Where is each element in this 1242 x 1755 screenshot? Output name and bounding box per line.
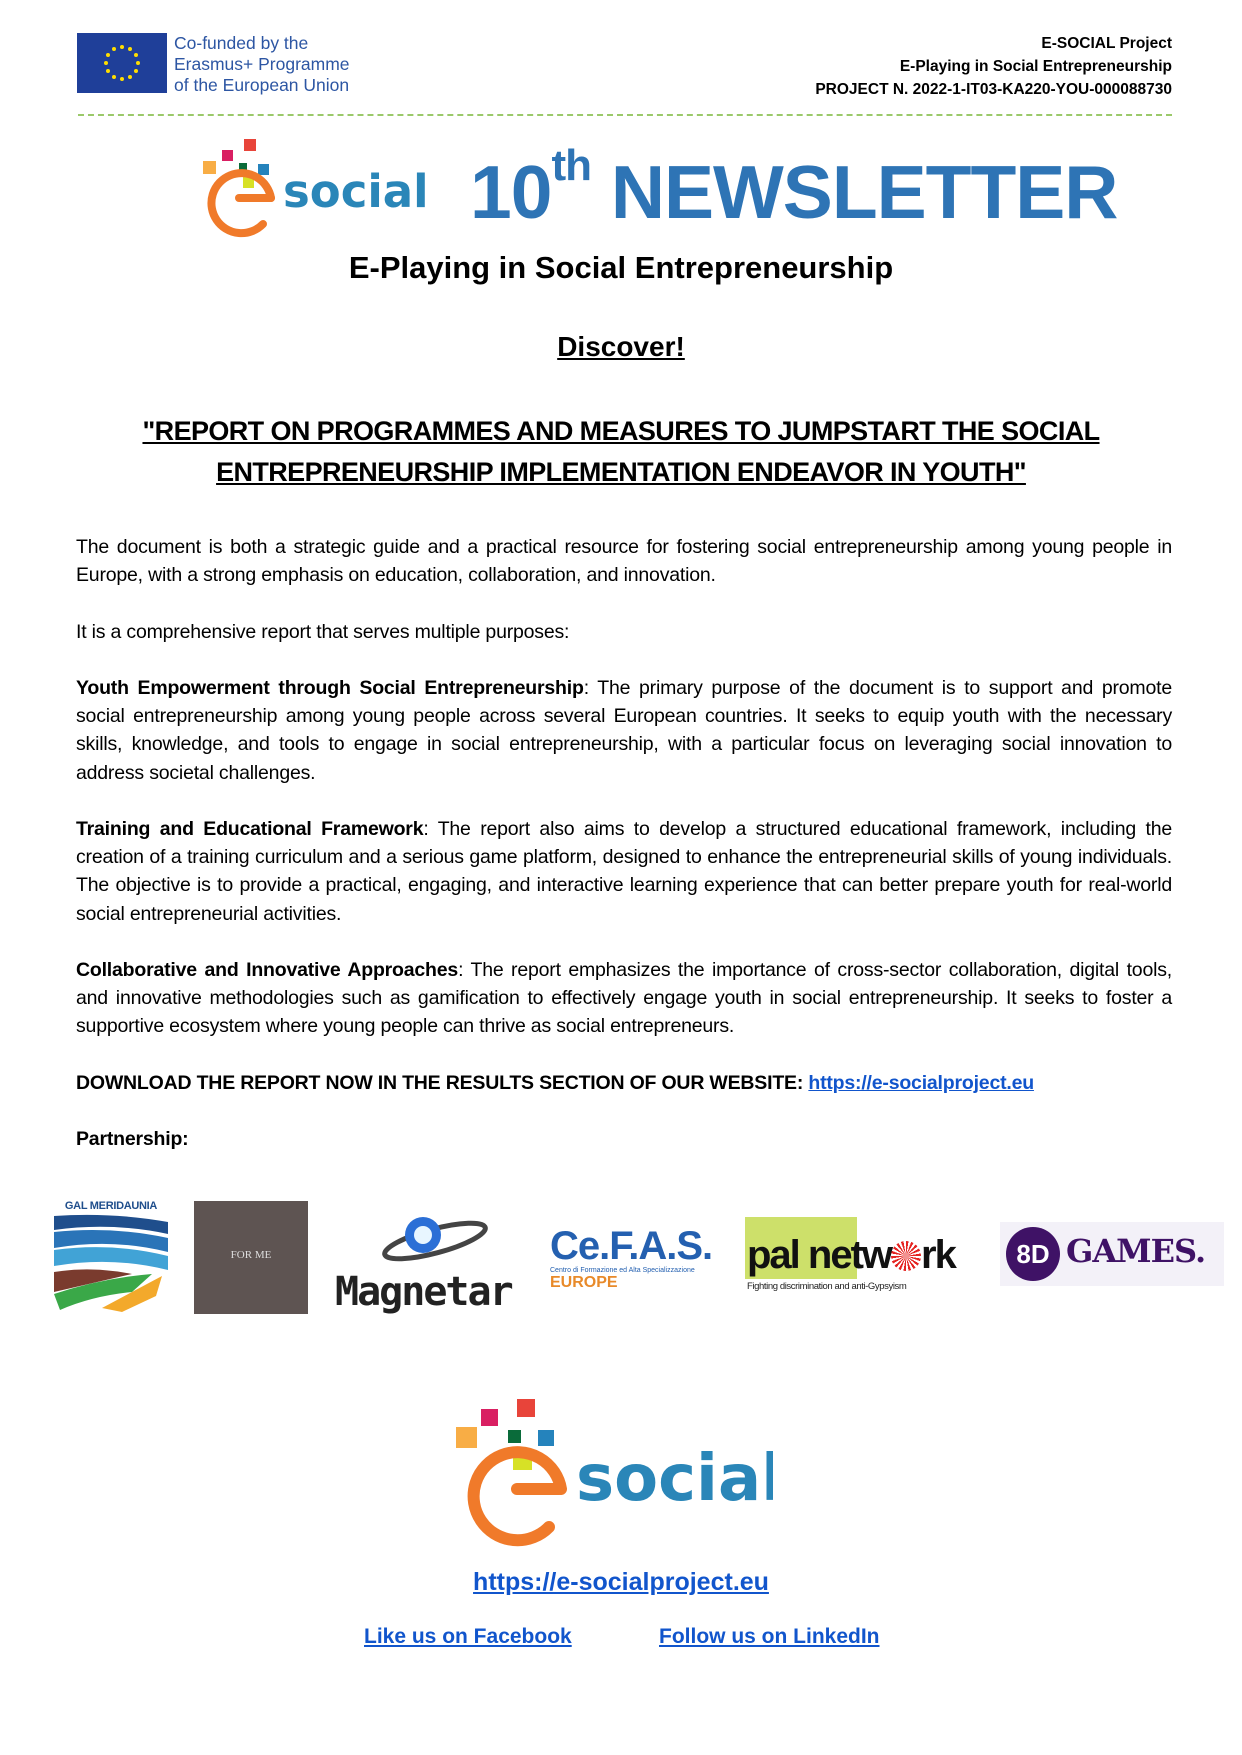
footer-website-link[interactable]: https://e-socialproject.eu: [473, 1568, 769, 1596]
eu-line: Erasmus+ Programme: [174, 54, 350, 74]
partner-name: FOR ME: [230, 1249, 272, 1261]
purpose-text: : The report also aims to develop a structured educational framework, including the creation of a training curriculum and a serious game platform, designed to enhance the entrepreneurial skills of young individuals. The objective is to provide a practical, engaging, and interactive learning experience that can better prepare youth for real-world social entrepreneurial activities.: [76, 817, 1172, 925]
discover-heading: Discover!: [557, 331, 685, 362]
partner-logo-pal-network: [745, 1217, 995, 1297]
eu-line: Co-funded by the: [174, 33, 309, 53]
newsletter-title: [470, 142, 1117, 242]
partnership-label-text: Partnership:: [76, 1128, 189, 1151]
esocial-logo-footer: [453, 1397, 773, 1557]
newsletter-body: [76, 533, 1172, 1182]
partner-name: GAMES.: [1066, 1232, 1206, 1270]
project-number: PROJECT N. 2022-1-IT03-KA220-YOU-000088730: [815, 81, 1172, 98]
project-info: [815, 32, 1172, 101]
linkedin-link[interactable]: Follow us on LinkedIn: [659, 1625, 880, 1648]
eu-line: of the European Union: [174, 75, 350, 95]
eu-funding-text: [174, 33, 350, 96]
partner-tagline: Fighting discrimination and anti-Gypsyism: [747, 1281, 907, 1292]
purpose-heading: Youth Empowerment through Social Entrepreneurship: [76, 676, 584, 699]
partner-logo-gal-meridaunia: [52, 1200, 170, 1318]
partner-name-part: pal netw: [747, 1233, 892, 1277]
logo-word: social: [283, 165, 429, 218]
purpose-heading: Training and Educational Framework: [76, 817, 424, 840]
project-name: E-SOCIAL Project: [1041, 35, 1172, 52]
logo-word: social: [576, 1442, 773, 1516]
partner-logo-for-me: [194, 1201, 308, 1314]
report-title: "REPORT ON PROGRAMMES AND MEASURES TO JUMPSTART THE SOCIAL ENTREPRENEURSHIP IMPLEMENTATION ENDEAVOR IN YOUTH": [142, 416, 1100, 487]
download-text: DOWNLOAD THE REPORT NOW IN THE RESULTS SECTION OF OUR WEBSITE:: [76, 1071, 809, 1094]
project-subtitle: E-Playing in Social Entrepreneurship: [899, 58, 1172, 75]
intro-paragraph: The document is both a strategic guide and a practical resource for fostering social entrepreneurship among young people in Europe, with a strong emphasis on education, collaboration, and innovation.: [76, 536, 1172, 587]
issue-number: 10: [470, 150, 552, 234]
partner-name: Magnetar: [335, 1269, 512, 1315]
purpose-text: : The report emphasizes the importance of cross-sector collaboration, digital tools, and innovative methodologies such as gamification to effectively engage youth in social entrepreneurship. It seeks to foster a supportive ecosystem where young people can thrive as social entrepreneurs.: [76, 958, 1172, 1038]
download-line: [76, 1069, 1172, 1097]
purpose-paragraph: [76, 815, 1172, 928]
eu-stars-icon: [77, 33, 167, 93]
partner-badge: 8D: [1006, 1227, 1060, 1281]
purpose-heading: Collaborative and Innovative Approaches: [76, 958, 459, 981]
magnetar-star-icon: [335, 1205, 525, 1265]
purposes-intro: It is a comprehensive report that serves multiple purposes:: [76, 620, 570, 643]
header-divider: [78, 114, 1172, 116]
purpose-paragraph: [76, 956, 1172, 1041]
footer-url-wrap: [0, 1568, 1242, 1597]
partner-logos: [50, 1195, 1230, 1325]
partner-tag: EUROPE: [550, 1274, 618, 1291]
newsletter-subtitle: E-Playing in Social Entrepreneurship: [348, 250, 894, 285]
partner-logo-magnetar: [335, 1205, 525, 1315]
partner-name: Ce.F.A.S.: [550, 1224, 713, 1268]
esocial-logo-icon: [203, 136, 429, 246]
partner-name-part: rk: [921, 1233, 955, 1277]
roma-wheel-icon: [891, 1241, 921, 1271]
partner-logo-cefas: [550, 1225, 730, 1320]
partner-name: GAL MERIDAUNIA: [64, 1200, 158, 1212]
purpose-text: : The primary purpose of the document is to support and promote social entrepreneurship among young people across several European countries. It seeks to equip youth with the necessary skills, knowledge, and tools to engage in social entrepreneurship, with a particular focus on leveraging social innovation to address societal challenges.: [76, 676, 1172, 784]
esocial-logo: [203, 136, 429, 246]
issue-ordinal: th: [551, 141, 591, 190]
eu-flag-logo: [77, 33, 167, 93]
purpose-paragraph: [76, 674, 1172, 787]
facebook-link[interactable]: Like us on Facebook: [364, 1625, 572, 1648]
partnership-label: [76, 1125, 1172, 1153]
partner-subtitle: Centro di Formazione ed Alta Specializzazione: [550, 1267, 695, 1274]
newsletter-word: NEWSLETTER: [610, 150, 1118, 234]
esocial-logo-footer-icon: [453, 1397, 773, 1557]
download-link[interactable]: https://e-socialproject.eu: [808, 1071, 1034, 1094]
partner-logo-8d-games: [1000, 1222, 1224, 1286]
gal-landscape-icon: [52, 1212, 170, 1316]
